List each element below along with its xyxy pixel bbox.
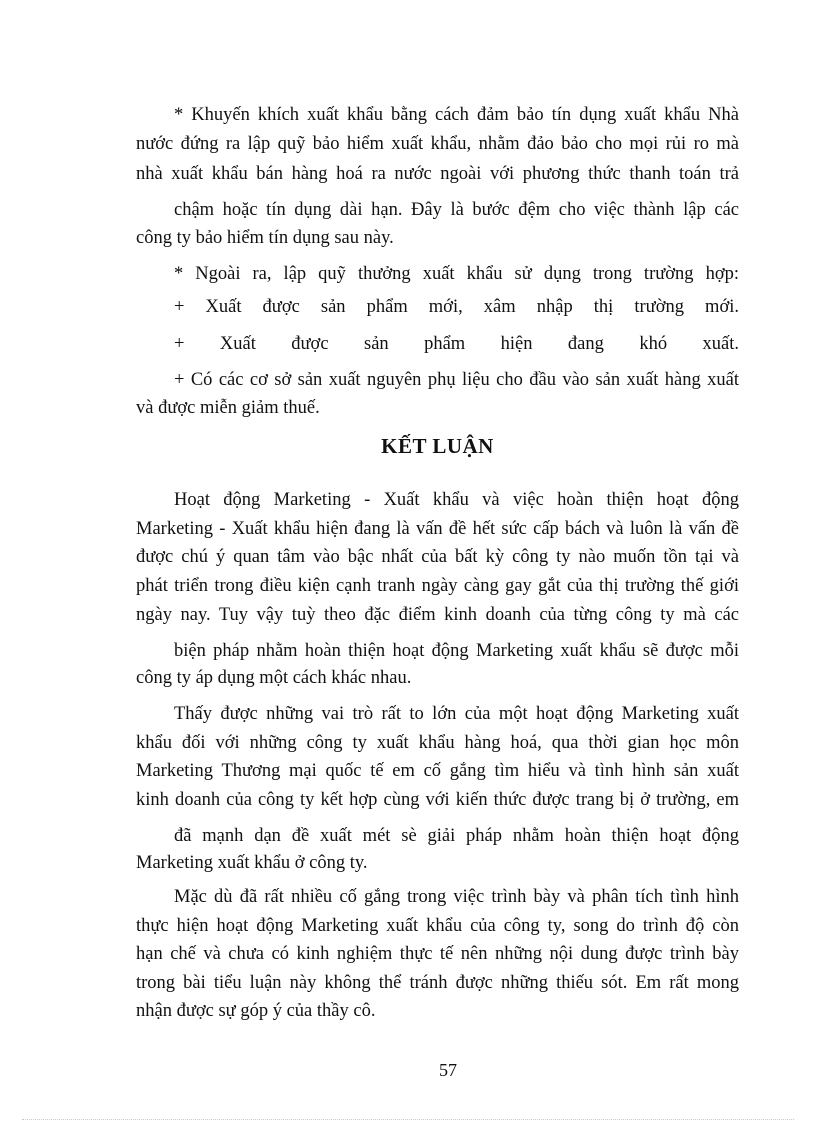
body-line: Mặc dù đã rất nhiều cố gắng trong việc trình bày và phân tích tình hình	[174, 887, 739, 907]
body-line: khẩu đối với những công ty xuất khẩu hàng hoá, qua thời gian học môn	[136, 733, 739, 753]
body-line: + Có các cơ sở sản xuất nguyên phụ liệu cho đầu vào sản xuất hàng xuất	[174, 370, 739, 390]
page-bottom-divider	[22, 1119, 794, 1120]
body-line: được chú ý quan tâm vào bậc nhất của bất kỳ công ty nào muốn tồn tại và	[136, 547, 739, 567]
body-line: hạn chế và chưa có kinh nghiệm thực tế nên những nội dung được trình bày	[136, 944, 739, 964]
body-line: + Xuất được sản phẩm hiện đang khó xuất.	[174, 334, 739, 354]
body-line: Thấy được những vai trò rất to lớn của một hoạt động Marketing xuất	[174, 704, 739, 724]
body-line: công ty bảo hiểm tín dụng sau này.	[136, 228, 394, 248]
body-line: nhà xuất khẩu bán hàng hoá ra nước ngoài với phương thức thanh toán trả	[136, 164, 739, 184]
body-line: nhận được sự góp ý của thầy cô.	[136, 1001, 376, 1021]
body-line: phát triển trong điều kiện cạnh tranh ngày càng gay gắt của thị trường thế giới	[136, 576, 739, 596]
body-line: biện pháp nhằm hoàn thiện hoạt động Marketing xuất khẩu sẽ được mỗi	[174, 641, 739, 661]
body-line: công ty áp dụng một cách khác nhau.	[136, 668, 412, 688]
body-line: thực hiện hoạt động Marketing xuất khẩu của công ty, song do trình độ còn	[136, 916, 739, 936]
body-line: nước đứng ra lập quỹ bảo hiểm xuất khẩu, nhằm đảo bảo cho mọi rủi ro mà	[136, 134, 739, 154]
body-line: ngày nay. Tuy vậy tuỳ theo đặc điểm kinh doanh của từng công ty mà các	[136, 605, 739, 625]
page-number: 57	[439, 1060, 457, 1080]
body-line: kinh doanh của công ty kết hợp cùng với kiến thức được trang bị ở trường, em	[136, 790, 739, 810]
body-line: và được miễn giảm thuế.	[136, 398, 320, 418]
body-line: Marketing xuất khẩu ở công ty.	[136, 853, 368, 873]
body-line: đã mạnh dạn đề xuất mét sè giải pháp nhằm hoàn thiện hoạt động	[174, 826, 739, 846]
body-line: trong bài tiểu luận này không thể tránh được những thiếu sót. Em rất mong	[136, 973, 739, 993]
body-line: Hoạt động Marketing - Xuất khẩu và việc hoàn thiện hoạt động	[174, 490, 739, 510]
body-line: * Ngoài ra, lập quỹ thưởng xuất khẩu sử dụng trong trường hợp:	[174, 264, 739, 284]
body-line: * Khuyến khích xuất khẩu bằng cách đảm bảo tín dụng xuất khẩu Nhà	[174, 105, 739, 125]
section-heading: KẾT LUẬN	[381, 434, 494, 458]
body-line: + Xuất được sản phẩm mới, xâm nhập thị trường mới.	[174, 297, 739, 317]
body-line: Marketing Thương mại quốc tế em cố gắng tìm hiểu và tình hình sản xuất	[136, 761, 739, 781]
body-line: Marketing - Xuất khẩu hiện đang là vấn đề hết sức cấp bách và luôn là vấn đề	[136, 519, 739, 539]
body-line: chậm hoặc tín dụng dài hạn. Đây là bước đệm cho việc thành lập các	[174, 200, 739, 220]
